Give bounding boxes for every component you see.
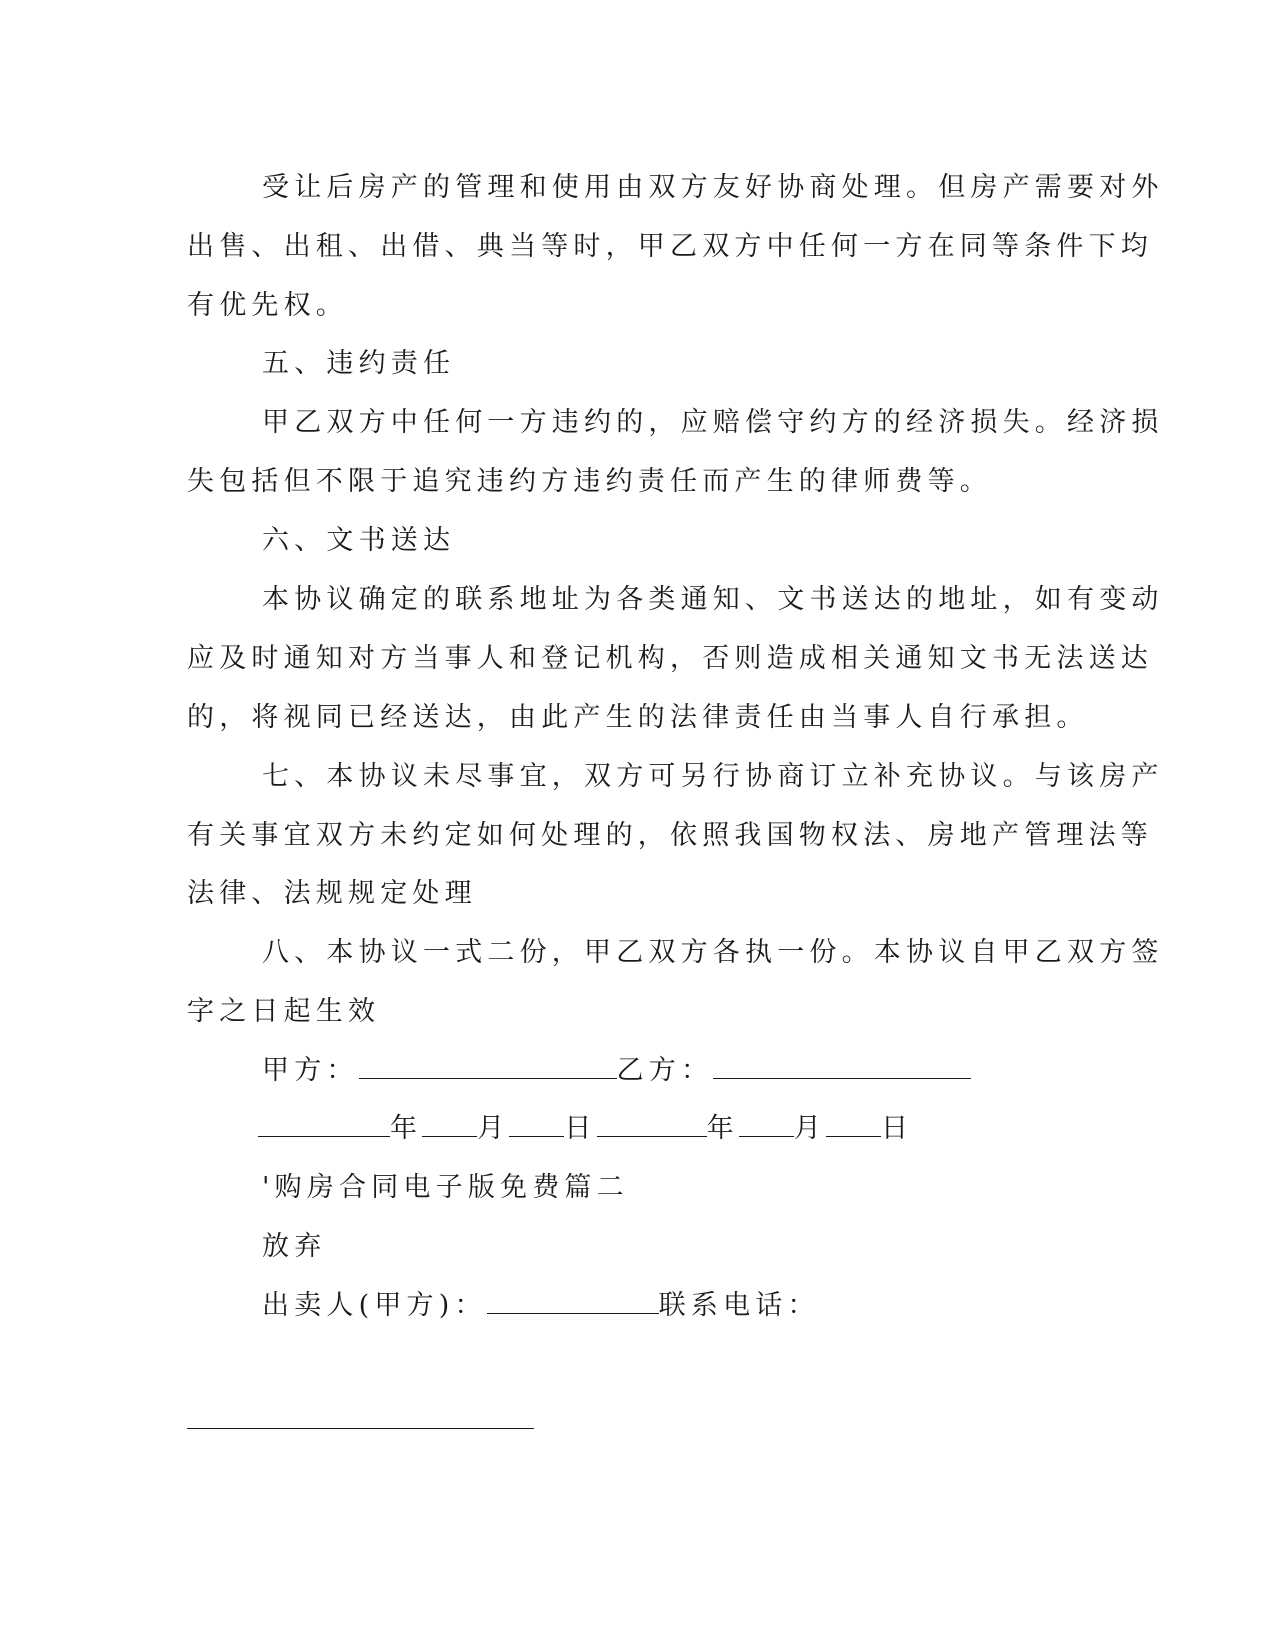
paragraph-line: 出售、出租、出借、典当等时，甲乙双方中任何一方在同等条件下均 — [187, 231, 1153, 262]
party-b-signature-blank[interactable] — [713, 1054, 971, 1079]
day-blank-b[interactable] — [826, 1112, 881, 1137]
paragraph-line: 失包括但不限于追究违约方违约责任而产生的律师费等。 — [187, 466, 992, 497]
day-blank-a[interactable] — [509, 1112, 564, 1137]
signature-line — [262, 1054, 971, 1088]
date-line — [258, 1112, 913, 1146]
paragraph-line: 八、本协议一式二份，甲乙双方各执一份。本协议自甲乙双方签 — [262, 937, 1164, 968]
seller-line — [262, 1289, 820, 1323]
section-heading-delivery: 六、文书送达 — [262, 525, 456, 556]
phone-number-blank[interactable] — [187, 1428, 534, 1429]
paragraph-line: 的，将视同已经送达，由此产生的法律责任由当事人自行承担。 — [187, 702, 1089, 733]
year-label: 年 — [706, 1113, 739, 1144]
month-label: 月 — [477, 1113, 510, 1144]
section-heading-breach: 五、违约责任 — [262, 348, 456, 379]
paragraph-line: 本协议确定的联系地址为各类通知、文书送达的地址，如有变动 — [262, 584, 1164, 615]
year-label: 年 — [390, 1113, 423, 1144]
month-blank-a[interactable] — [422, 1112, 477, 1137]
seller-label: 出卖人(甲方)： — [262, 1290, 487, 1321]
month-blank-b[interactable] — [739, 1112, 794, 1137]
paragraph-line: 法律、法规规定处理 — [187, 878, 477, 909]
month-label: 月 — [793, 1113, 827, 1144]
party-b-label: 乙方： — [616, 1055, 714, 1086]
paragraph-line: 字之日起生效 — [187, 996, 381, 1027]
seller-name-blank[interactable] — [487, 1289, 659, 1314]
party-a-signature-blank[interactable] — [359, 1054, 617, 1079]
paragraph-line: 应及时通知对方当事人和登记机构，否则造成相关通知文书无法送达 — [187, 643, 1153, 674]
day-label: 日 — [564, 1113, 597, 1144]
party-a-label: 甲方： — [262, 1055, 359, 1086]
waiver-label: 放弃 — [262, 1231, 327, 1262]
paragraph-line: 有优先权。 — [187, 290, 348, 321]
paragraph-line: 七、本协议未尽事宜，双方可另行协商订立补充协议。与该房产 — [262, 761, 1164, 792]
paragraph-line: 有关事宜双方未约定如何处理的，依照我国物权法、房地产管理法等 — [187, 820, 1153, 851]
year-blank-a[interactable] — [258, 1112, 390, 1137]
phone-label: 联系电话： — [658, 1290, 820, 1321]
day-label: 日 — [881, 1113, 914, 1144]
year-blank-b[interactable] — [597, 1112, 707, 1137]
paragraph-line: 受让后房产的管理和使用由双方友好协商处理。但房产需要对外 — [262, 172, 1164, 203]
paragraph-line: 甲乙双方中任何一方违约的，应赔偿守约方的经济损失。经济损 — [262, 407, 1164, 438]
section-title: '购房合同电子版免费篇二 — [262, 1172, 629, 1203]
